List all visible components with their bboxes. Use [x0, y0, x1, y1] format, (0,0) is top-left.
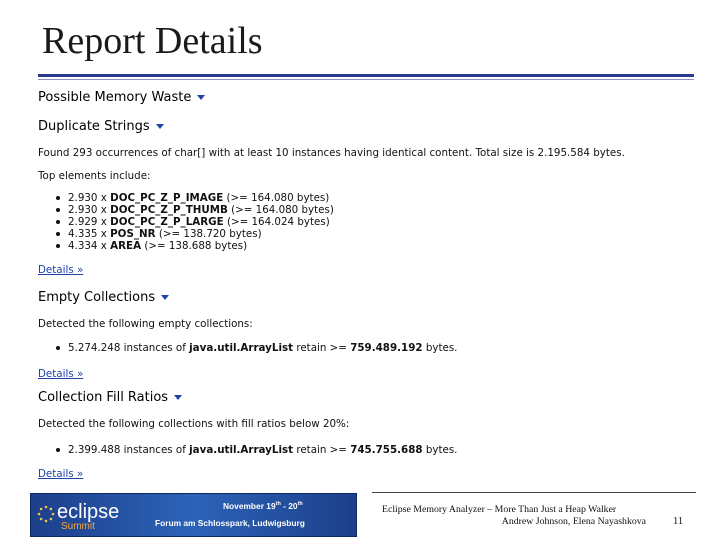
empty-collections-summary: Detected the following empty collections:	[38, 318, 253, 330]
expand-caret-icon[interactable]	[161, 295, 169, 300]
footer-divider	[372, 492, 696, 493]
footer-authors: Andrew Johnson, Elena Nayashkova	[501, 516, 646, 527]
section-empty-collections[interactable]	[38, 290, 169, 305]
eclipse-summit-logo	[37, 501, 147, 531]
footer-caption	[378, 504, 646, 528]
eclipse-summit-banner	[30, 493, 357, 537]
event-venue: Forum am Schlosspark, Ludwigsburg	[155, 518, 305, 528]
section-title: Empty Collections	[38, 290, 156, 305]
list-item: 2.930 x DOC_PC_Z_P_IMAGE (>= 164.080 bytes)	[50, 192, 334, 204]
top-elements-label: Top elements include:	[38, 170, 151, 182]
list-item: 5.274.248 instances of java.util.ArrayList retain >= 759.489.192 bytes.	[50, 342, 457, 354]
section-possible-memory-waste[interactable]	[38, 90, 205, 105]
fill-ratios-summary: Detected the following collections with fill ratios below 20%:	[38, 418, 350, 430]
section-duplicate-strings[interactable]	[38, 119, 164, 134]
details-link[interactable]: Details »	[38, 468, 84, 480]
fill-ratios-list	[38, 444, 457, 456]
list-item: 4.334 x AREA (>= 138.688 bytes)	[50, 240, 334, 252]
title-underline	[38, 74, 694, 77]
expand-caret-icon[interactable]	[156, 124, 164, 129]
section-title: Collection Fill Ratios	[38, 390, 169, 405]
details-link[interactable]: Details »	[38, 368, 84, 380]
page-number: 11	[673, 516, 684, 527]
expand-caret-icon[interactable]	[174, 395, 182, 400]
logo-wordmark: eclipse	[57, 501, 120, 523]
event-dates: November 19th - 20th	[223, 501, 303, 511]
section-title: Possible Memory Waste	[38, 90, 192, 105]
duplicate-strings-summary: Found 293 occurrences of char[] with at least 10 instances having identical content. Total size is 2.195.584 bytes.	[38, 147, 625, 159]
list-item: 2.930 x DOC_PC_Z_P_THUMB (>= 164.080 bytes)	[50, 204, 334, 216]
list-item: 4.335 x POS_NR (>= 138.720 bytes)	[50, 228, 334, 240]
section-title: Duplicate Strings	[38, 119, 150, 134]
title-underline-thin	[38, 79, 694, 80]
expand-caret-icon[interactable]	[197, 95, 205, 100]
footer-talk-title: Eclipse Memory Analyzer – More Than Just a Heap Walker	[382, 504, 617, 515]
list-item: 2.929 x DOC_PC_Z_P_LARGE (>= 164.024 bytes)	[50, 216, 334, 228]
empty-collections-list	[38, 342, 457, 354]
star-ring-icon	[37, 505, 55, 523]
section-collection-fill-ratios[interactable]	[38, 390, 182, 405]
list-item: 2.399.488 instances of java.util.ArrayList retain >= 745.755.688 bytes.	[50, 444, 457, 456]
logo-subtitle: Summit	[61, 521, 95, 532]
slide-title: Report Details	[42, 20, 263, 62]
duplicate-strings-list	[38, 192, 334, 252]
details-link[interactable]: Details »	[38, 264, 84, 276]
